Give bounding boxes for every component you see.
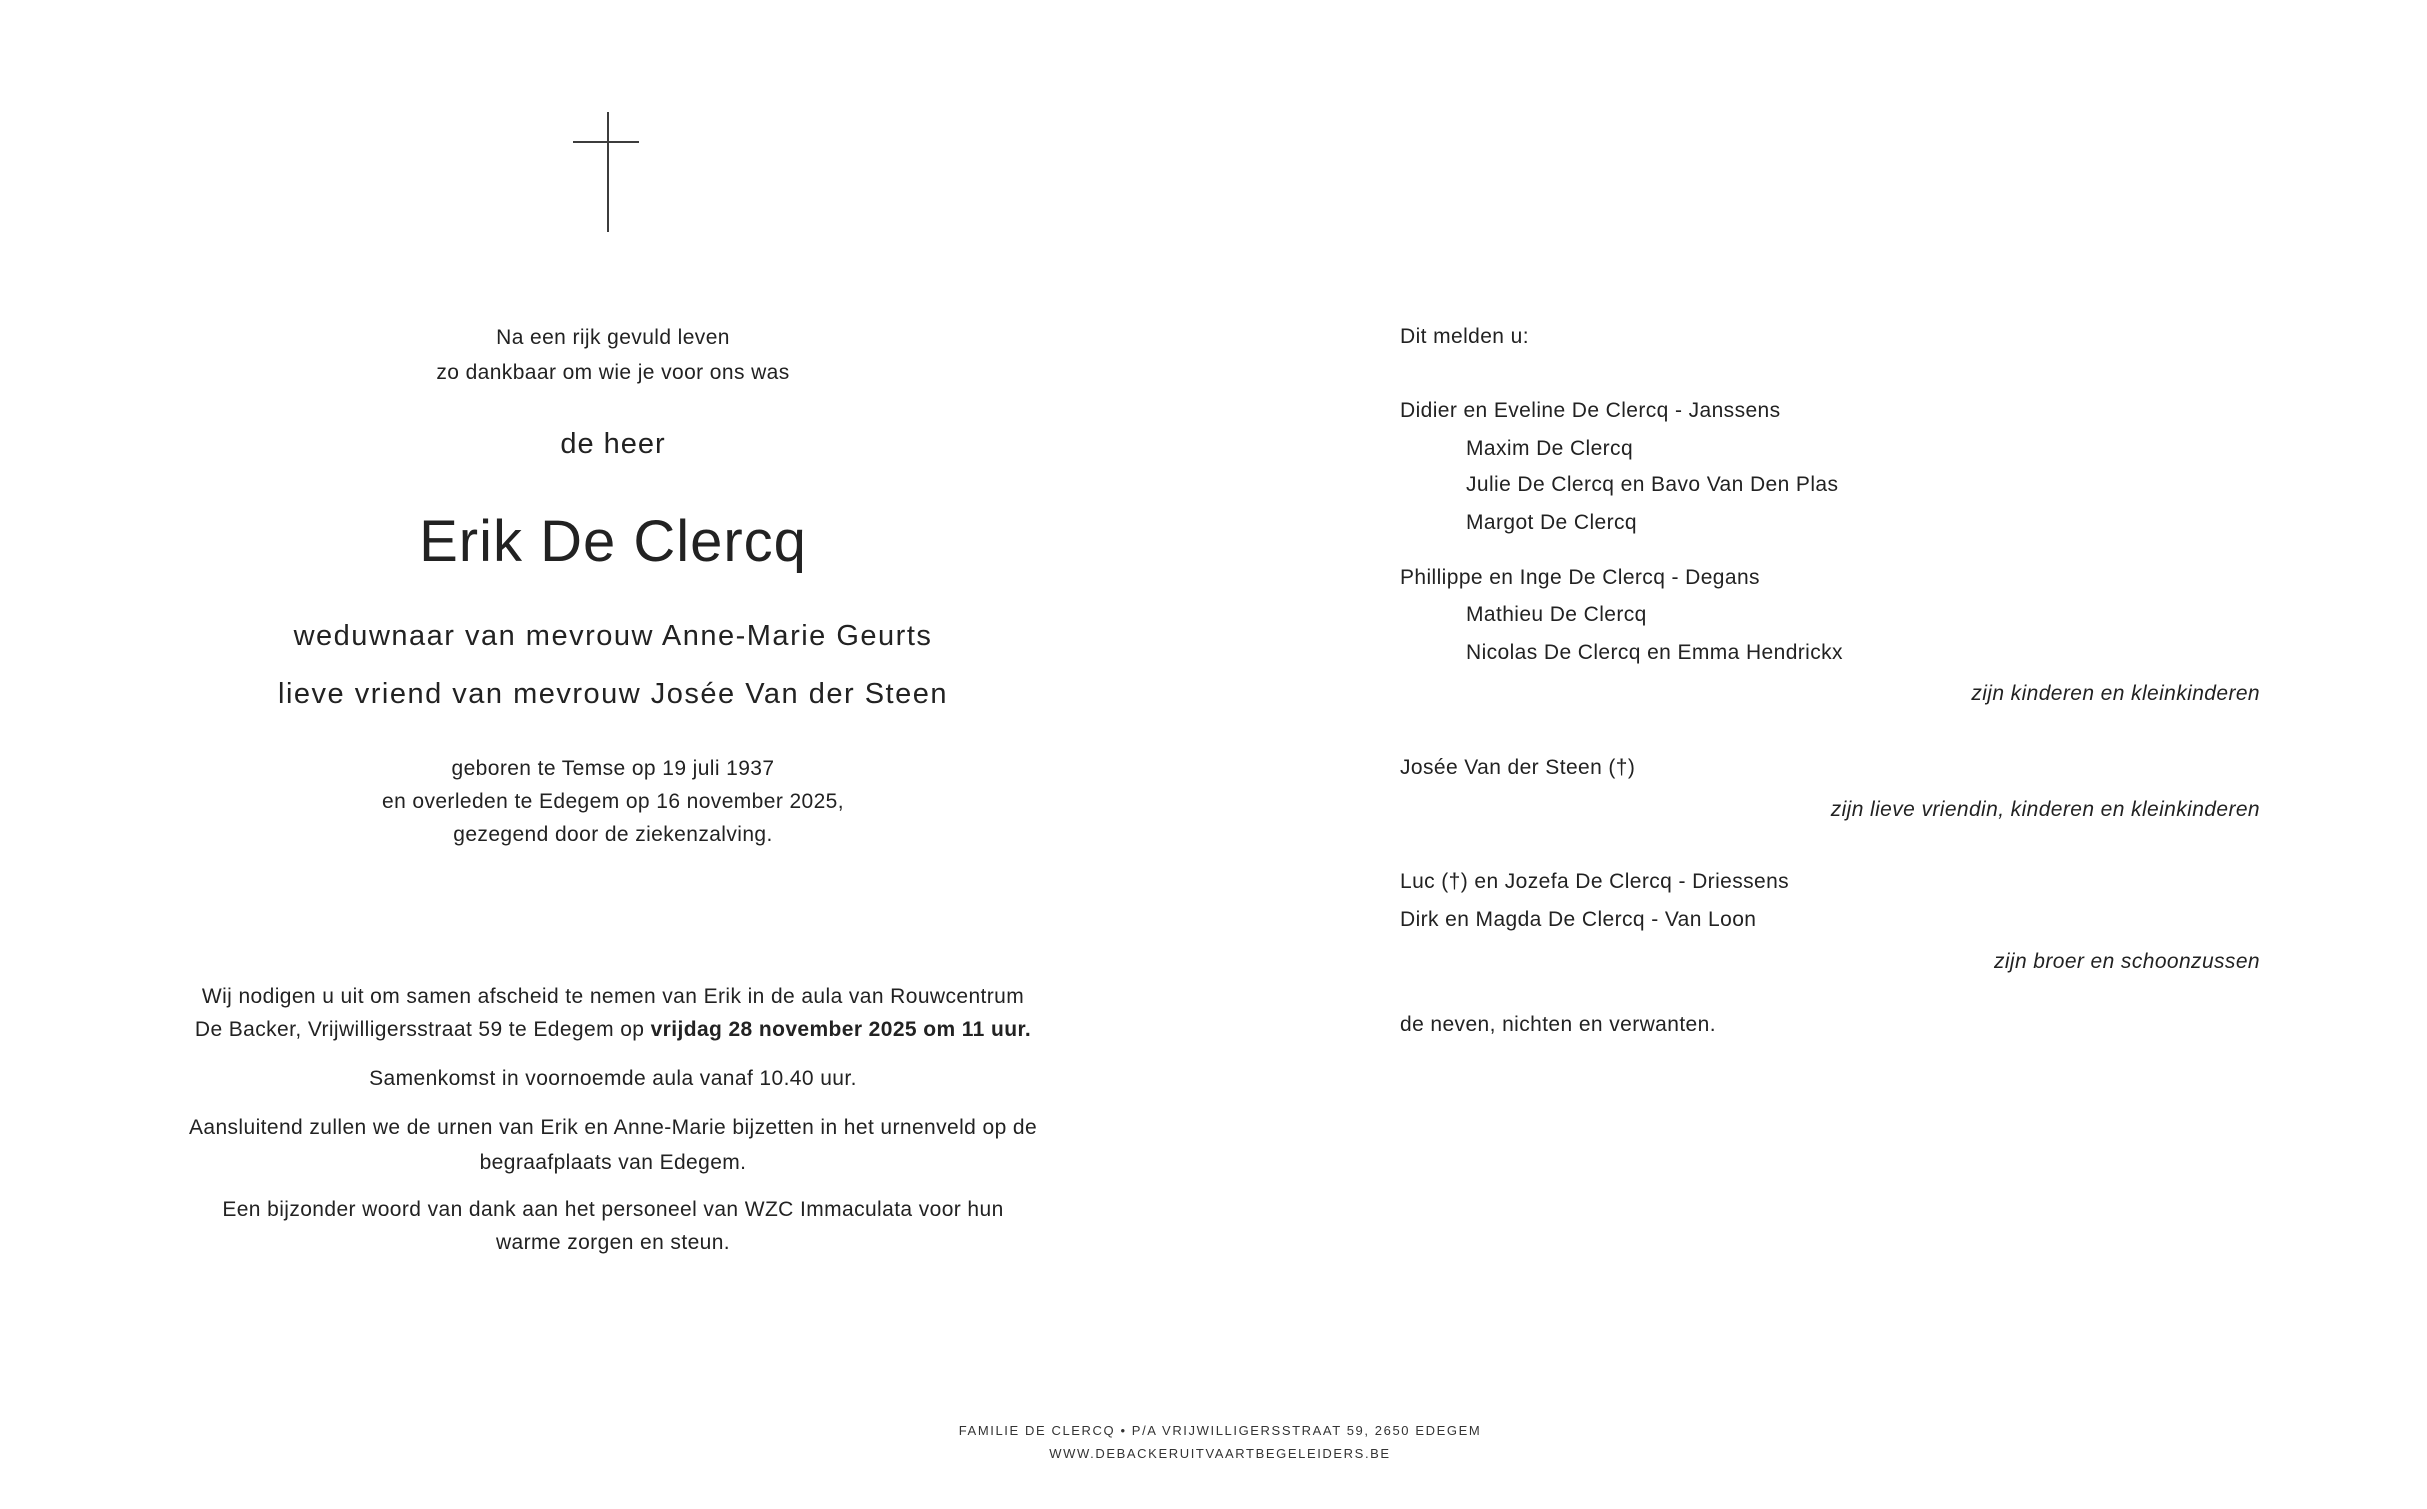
invitation-line2-pre: De Backer, Vrijwilligersstraat 59 te Edegem op — [194, 1018, 651, 1041]
family-line: Mathieu De Clercq — [1466, 603, 1647, 626]
attribution-siblings: zijn broer en schoonzussen — [1993, 950, 2260, 973]
footer-address: FAMILIE DE CLERCQ • P/A VRIJWILLIGERSSTRAAT 59, 2650 EDEGEM — [958, 1423, 1482, 1438]
footer-website: WWW.DEBACKERUITVAARTBEGELEIDERS.BE — [1049, 1446, 1391, 1461]
thanks-line2: warme zorgen en steun. — [495, 1231, 731, 1254]
urn-line1: Aansluitend zullen we de urnen van Erik en Anne-Marie bijzetten in het urnenveld op de — [188, 1116, 1038, 1139]
intro-verse-line2: zo dankbaar om wie je voor ons was — [436, 361, 790, 384]
born-line: geboren te Temse op 19 juli 1937 — [451, 757, 775, 780]
thanks-line1: Een bijzonder woord van dank aan het personeel van WZC Immaculata voor hun — [222, 1198, 1004, 1221]
attribution-children: zijn kinderen en kleinkinderen — [1971, 682, 2260, 705]
urn-info — [163, 1110, 1063, 1180]
gathering-info: Samenkomst in voornoemde aula vanaf 10.40 uur. — [369, 1067, 857, 1090]
funeral-invitation — [163, 980, 1063, 1046]
family-line: Nicolas De Clercq en Emma Hendrickx — [1466, 641, 1843, 664]
family-line: Didier en Eveline De Clercq - Janssens — [1400, 399, 1781, 422]
thanks-note — [163, 1193, 1063, 1259]
urn-line2: begraafplaats van Edegem. — [479, 1151, 747, 1174]
invitation-line1: Wij nodigen u uit om samen afscheid te nemen van Erik in de aula van Rouwcentrum — [201, 985, 1025, 1008]
family-line: Dirk en Magda De Clercq - Van Loon — [1400, 908, 1757, 931]
attribution-friend: zijn lieve vriendin, kinderen en kleinkinderen — [1830, 798, 2260, 821]
family-line: Josée Van der Steen (†) — [1400, 756, 1636, 779]
cross-icon — [558, 105, 658, 240]
relation-widower: weduwnaar van mevrouw Anne-Marie Geurts — [293, 620, 933, 652]
memorial-cross — [558, 105, 658, 240]
family-line: Margot De Clercq — [1466, 511, 1637, 534]
closing-relatives: de neven, nichten en verwanten. — [1400, 1013, 1716, 1036]
relation-friend: lieve vriend van mevrouw Josée Van der Steen — [278, 678, 948, 710]
life-dates — [163, 752, 1063, 851]
intro-verse-line1: Na een rijk gevuld leven — [496, 326, 730, 349]
family-line: Luc (†) en Jozefa De Clercq - Driessens — [1400, 870, 1790, 893]
invitation-line2 — [163, 1013, 1063, 1046]
footer — [740, 1419, 1700, 1465]
family-line: Phillippe en Inge De Clercq - Degans — [1400, 566, 1760, 589]
intro-verse — [163, 320, 1063, 390]
died-line: en overleden te Edegem op 16 november 2025, — [381, 790, 844, 813]
funeral-datetime: vrijdag 28 november 2025 om 11 uur. — [650, 1018, 1032, 1041]
salutation: de heer — [560, 428, 666, 460]
blessed-line: gezegend door de ziekenzalving. — [453, 823, 773, 846]
family-line: Maxim De Clercq — [1466, 437, 1634, 460]
family-line: Julie De Clercq en Bavo Van Den Plas — [1466, 473, 1839, 496]
deceased-name: Erik De Clercq — [419, 509, 807, 574]
announcement-header: Dit melden u: — [1400, 325, 1529, 348]
